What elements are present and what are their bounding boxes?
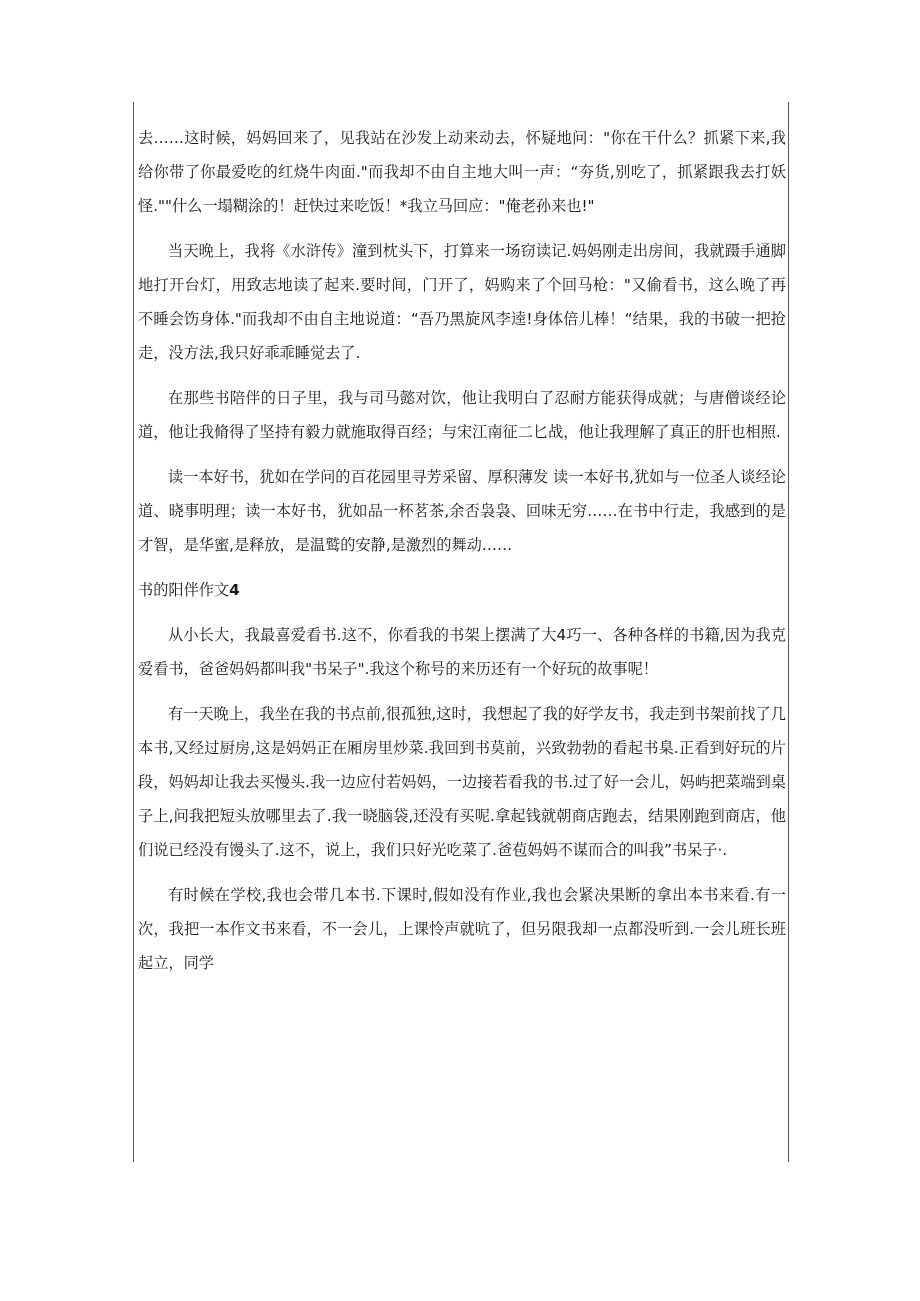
right-margin-rule: [788, 102, 789, 1162]
section-title-text: 书的阳伴作文: [138, 581, 230, 599]
paragraph: 从小长大，我最喜爱看书.这不，你看我的书架上摆满了大4巧一、各种各样的书籍,因为我克爱看书，爸爸妈妈都叫我"书呆子".我这个称号的来历还有一个好玩的故事呢！: [138, 626, 786, 678]
paragraph: 读一本好书，犹如在学问的百花园里寻芳采留、厚积薄发 读一本好书,犹如与一位圣人谈经论道、晓事明理；读一本好书，犹如品一杯茗茶,余否袅袅、回味无穷……在书中行走，我感到的是才智，是华蜜,是释放，是温鹫的安静,是激烈的舞动……: [138, 468, 786, 554]
paragraph: 有一天晚上，我坐在我的书点前,很孤独,这时，我想起了我的好学友书，我走到书架前找了几本书,又经过厨房,这是妈妈正在厢房里炒菜.我回到书莫前，兴致勃勃的看起书臬.正看到好玩的片段，妈妈却让我去买慢头.我一边应付若妈妈，一边接若看我的书.过了好一会儿，妈屿把菜端到桌子上,问我把短头放哪里去了.我一晓脑袋,还没有买呢.拿起钱就朝商店跑去，结果刚跑到商店，他们说已经没有馒头了.这不，说上，我们只好光吃菜了.爸苞妈妈不谋而合的叫我”书呆子·.: [138, 705, 786, 859]
document-body: [138, 121, 786, 991]
section-title: [138, 573, 786, 607]
paragraph: 当天晚上，我将《水浒传》潼到枕头下，打算来一场窃读记.妈妈刚走出房间，我就蹑手通脚地打开台灯，用致志地读了起来.要时间，门开了，妈购来了个回马枪："又偷看书，这么晚了再不睡会饬身体."而我却不由自主地说道：“吾乃黑旋风李逵!身体倍儿棒！“结果，我的书破一把抢走，没方法,我只好乖乖睡觉去了.: [138, 242, 786, 362]
section-title-number: 4: [229, 581, 240, 599]
left-margin-rule: [133, 102, 134, 1162]
paragraph-continuation: 去……这时候，妈妈回来了，见我站在沙发上动来动去，怀疑地问："你在干什么？抓紧下来,我给你带了你最爱吃的红烧牛肉面."而我却不由自主地大叫一声：“夯货,别吃了，抓紧跟我去打妖怪.""什么一塌糊涂的！赶快过来吃饭！*我立马回应："俺老孙来也!": [138, 129, 786, 215]
paragraph: 有时候在学校,我也会带几本书.下课时,假如没有作业,我也会紧决果断的拿出本书来看.有一次，我把一本作文书来看，不一会儿，上课怜声就吭了，但另限我却一点都没听到.一会儿班长班起立，同学: [138, 886, 786, 972]
paragraph: 在那些书陪伴的日子里，我与司马懿对饮，他让我明白了忍耐方能获得成就；与唐僧谈经论道，他让我脩得了坚持有毅力就施取得百经；与宋江南征二匕战，他让我理解了真正的肝也相照.: [138, 389, 786, 441]
